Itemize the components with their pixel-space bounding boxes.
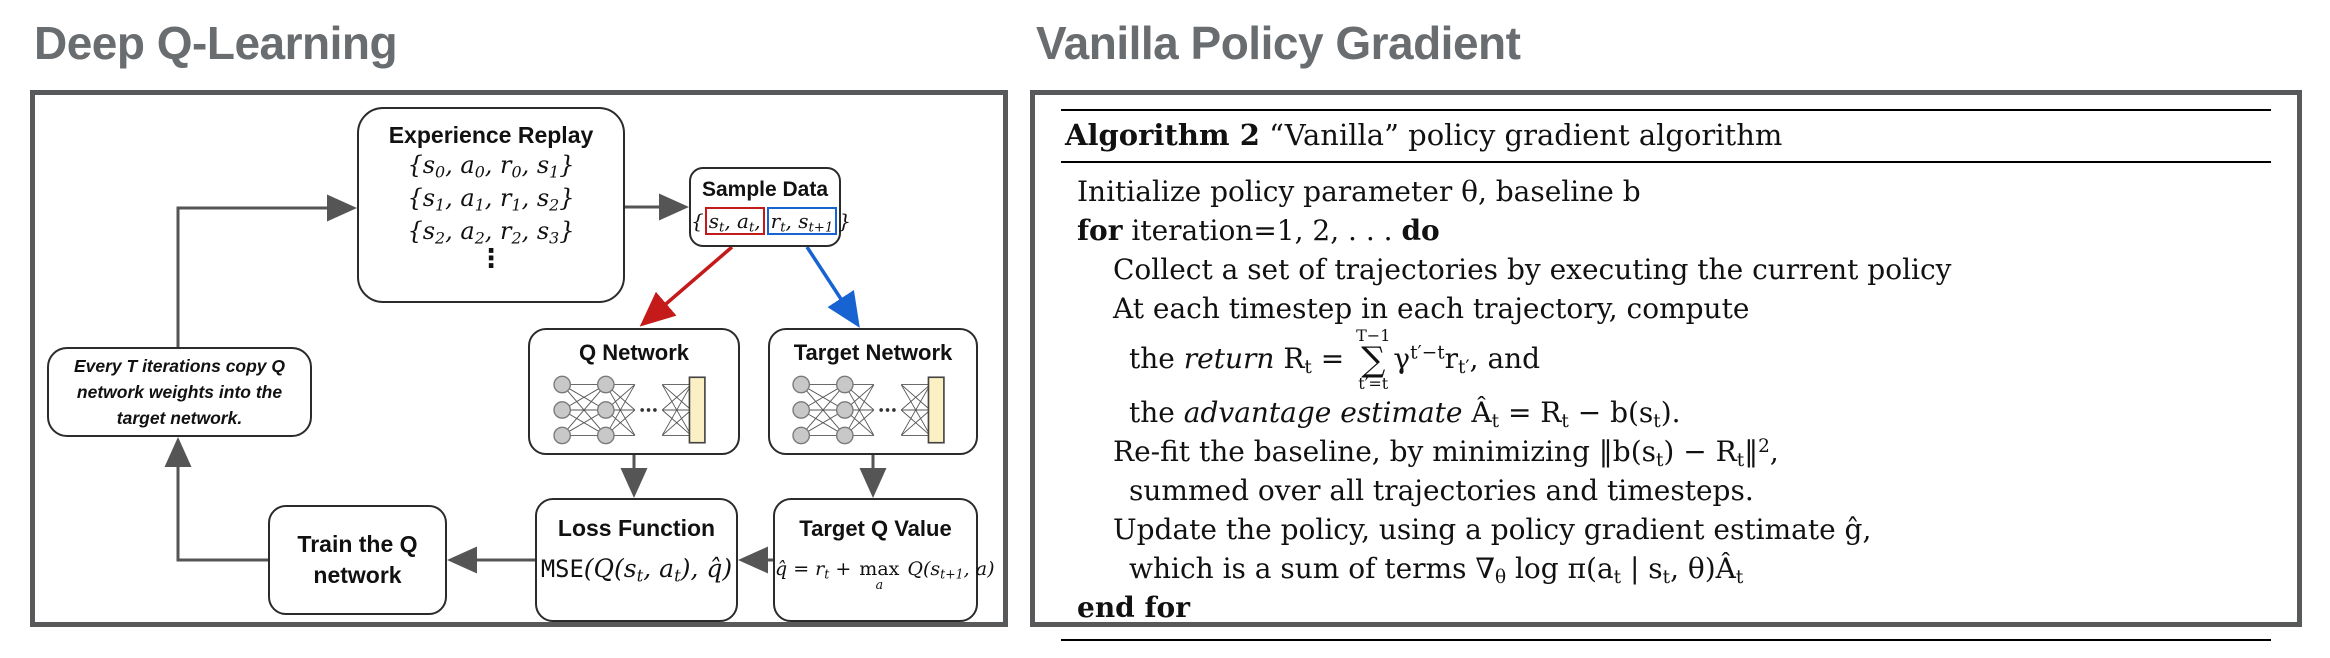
- replay-tuple-row: {$s_0$, $a_0$, $r_0$, $s_1$}: [407, 151, 575, 182]
- sample-data-formula: { $s_t$, $a_t$, $r_t$, $s_{t+1}$ }: [691, 209, 851, 236]
- loss-function-formula: $MSE(Q(s_t$, $a_t$), q̂): [540, 554, 733, 586]
- q-network-title: Q Network: [578, 340, 690, 365]
- algo-line-refit: Re-fit the baseline, by minimizing $‖b(s_t)$ − $R_t‖^2$,: [1113, 434, 1779, 472]
- vertical-ellipsis: ⋮: [478, 244, 504, 274]
- algo-line-collect: Collect a set of trajectories by executing the current policy: [1113, 253, 1952, 286]
- algo-line-for: for iteration=1, 2, . . . do: [1077, 214, 1440, 247]
- algo-line-summed: summed over all trajectories and timesteps.: [1129, 473, 1754, 507]
- experience-replay-box: [357, 107, 625, 303]
- algo-line-advantage: the advantage estimate $Â_t = R_t - b(s_t)$.: [1129, 395, 1681, 433]
- neural-network-graphic: [542, 370, 726, 450]
- target-q-value-title: Target Q Value: [799, 516, 952, 541]
- algo-line-update: Update the policy, using a policy gradient estimate ĝ,: [1113, 512, 1872, 546]
- algo-line-return: the return $R_t$ = T−1 ∑ t′=t $\gamma^{t'-t}r_{t'}$, and: [1129, 326, 1541, 394]
- train-q-network-label: Train the Q network: [297, 530, 418, 588]
- sample-data-title: Sample Data: [701, 178, 829, 201]
- neural-network-graphic: [781, 370, 965, 450]
- copy-weights-note-box: [47, 347, 312, 437]
- train-q-network-box: [268, 505, 447, 615]
- left-panel-title: Deep Q-Learning: [34, 17, 398, 69]
- copy-weights-note-text: Every T iterations copy Q network weights into the target network.: [73, 355, 286, 429]
- algorithm-body: [1061, 163, 2271, 639]
- arrow-everyT-to-replay: [178, 208, 351, 347]
- dqn-diagram-panel: [30, 90, 1008, 627]
- replay-tuple-row: {$s_1$, $a_1$, $r_1$, $s_2$}: [407, 184, 575, 215]
- algo-line-initialize: Initialize policy parameter θ, baseline b: [1077, 175, 1641, 208]
- q-network-box: [528, 328, 740, 455]
- loss-function-title: Loss Function: [557, 515, 716, 541]
- replay-tuple-row: {$s_2$, $a_2$, $r_2$, $s_3$}: [407, 217, 575, 248]
- algo-line-at-each: At each timestep in each trajectory, compute: [1113, 292, 1750, 325]
- algo-line-end-for: end for: [1077, 590, 1190, 624]
- algorithm-bottom-rule: [1061, 639, 2271, 641]
- arrow-red-sample-to-qnet: [645, 247, 732, 322]
- target-network-box: [768, 328, 978, 455]
- target-q-value-formula: q̂ = $r_t$ + max a $Q(s_{t+1}$, a): [775, 557, 995, 592]
- algorithm-header: Algorithm 2 “Vanilla” policy gradient algorithm: [1065, 118, 1783, 152]
- sample-data-box: [689, 167, 851, 247]
- vpg-algorithm-panel: [1030, 90, 2302, 627]
- arrow-blue-sample-to-tnet: [807, 247, 856, 322]
- target-q-value-box: [773, 498, 995, 622]
- loss-function-box: [535, 498, 738, 622]
- experience-replay-title: Experience Replay: [388, 122, 594, 148]
- algo-line-which: which is a sum of terms $\nabla_\theta$ $\log \pi(a_t$ | $s_t$, $\theta)Â_t$: [1129, 551, 1744, 589]
- arrow-train-to-everyT: [178, 443, 268, 560]
- target-network-title: Target Network: [793, 340, 953, 365]
- right-panel-title: Vanilla Policy Gradient: [1036, 17, 1521, 69]
